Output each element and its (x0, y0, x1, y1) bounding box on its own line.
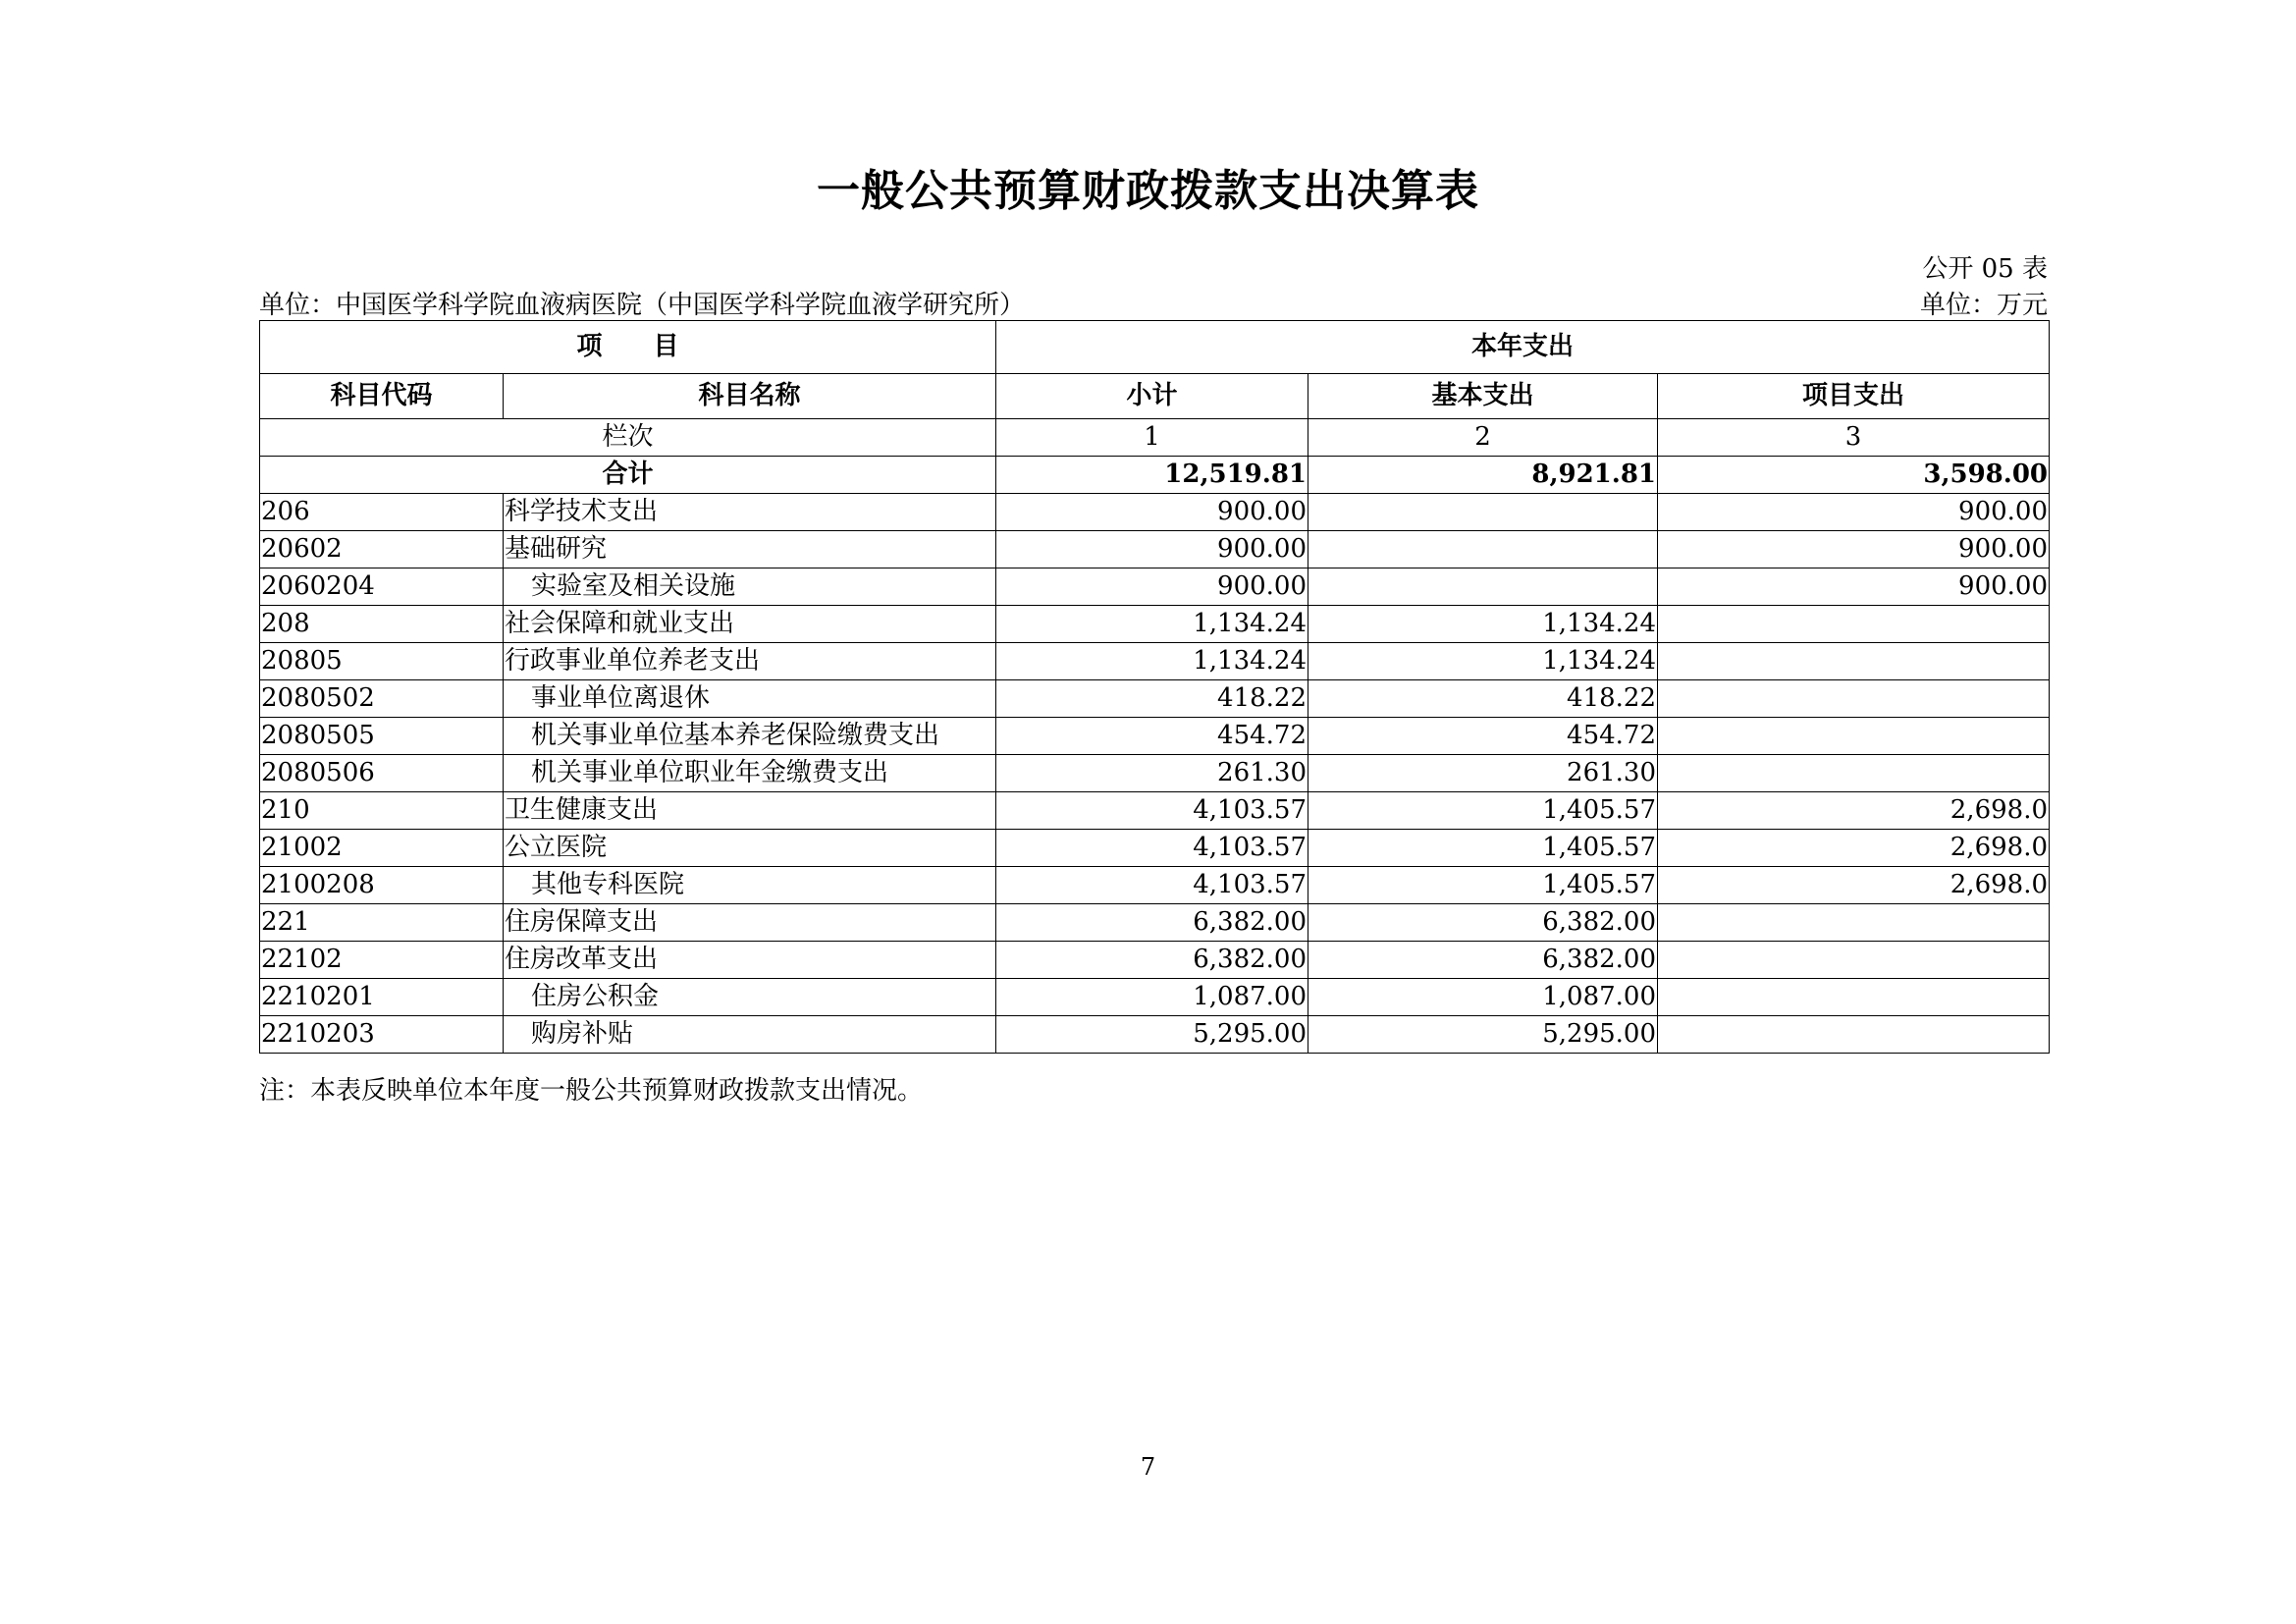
header-project-expense: 项目支出 (1658, 374, 2050, 419)
table-row (260, 680, 2050, 718)
row-project (1658, 1016, 2050, 1054)
column-order-label: 栏次 (260, 419, 996, 457)
row-code: 210 (260, 792, 504, 830)
row-basic: 1,087.00 (1308, 979, 1658, 1016)
row-name: 行政事业单位养老支出 (504, 643, 996, 680)
header-project: 项 目 (260, 321, 996, 374)
row-project (1658, 643, 2050, 680)
table-row (260, 942, 2050, 979)
currency-unit: 单位：万元 (1919, 291, 2048, 320)
row-name: 住房公积金 (504, 979, 996, 1016)
row-subtotal: 1,134.24 (996, 606, 1308, 643)
row-basic: 1,134.24 (1308, 643, 1658, 680)
header-basic: 基本支出 (1308, 374, 1658, 419)
row-name: 实验室及相关设施 (504, 568, 996, 606)
header-row-1 (260, 321, 2050, 374)
row-subtotal: 6,382.00 (996, 904, 1308, 942)
row-name: 卫生健康支出 (504, 792, 996, 830)
row-code: 21002 (260, 830, 504, 867)
page-number: 7 (1140, 1453, 1156, 1481)
row-basic: 454.72 (1308, 718, 1658, 755)
row-subtotal: 1,134.24 (996, 643, 1308, 680)
row-name: 住房改革支出 (504, 942, 996, 979)
row-subtotal: 900.00 (996, 531, 1308, 568)
row-code: 20805 (260, 643, 504, 680)
row-code: 2210201 (260, 979, 504, 1016)
table-row (260, 979, 2050, 1016)
row-subtotal: 5,295.00 (996, 1016, 1308, 1054)
row-project (1658, 606, 2050, 643)
row-subtotal: 4,103.57 (996, 830, 1308, 867)
table-row (260, 755, 2050, 792)
row-basic: 1,134.24 (1308, 606, 1658, 643)
row-basic: 5,295.00 (1308, 1016, 1658, 1054)
row-code: 2080505 (260, 718, 504, 755)
row-project (1658, 904, 2050, 942)
row-basic (1308, 568, 1658, 606)
row-project (1658, 680, 2050, 718)
meta-row (259, 285, 2048, 318)
header-name: 科目名称 (504, 374, 996, 419)
row-name: 其他专科医院 (504, 867, 996, 904)
row-name: 事业单位离退休 (504, 680, 996, 718)
table-row (260, 494, 2050, 531)
row-name: 公立医院 (504, 830, 996, 867)
table-row (260, 606, 2050, 643)
row-name: 机关事业单位职业年金缴费支出 (504, 755, 996, 792)
row-subtotal: 4,103.57 (996, 792, 1308, 830)
row-basic (1308, 531, 1658, 568)
total-basic: 8,921.81 (1308, 457, 1658, 494)
row-code: 22102 (260, 942, 504, 979)
row-subtotal: 1,087.00 (996, 979, 1308, 1016)
row-project: 2,698.0 (1658, 792, 2050, 830)
header-subtotal: 小计 (996, 374, 1308, 419)
row-code: 208 (260, 606, 504, 643)
reporting-unit: 单位：中国医学科学院血液病医院（中国医学科学院血液学研究所） (259, 291, 1026, 320)
table-note: 注：本表反映单位本年度一般公共预算财政拨款支出情况。 (259, 1076, 924, 1106)
table-row (260, 830, 2050, 867)
column-order-row (260, 419, 2050, 457)
table-row (260, 867, 2050, 904)
row-code: 2060204 (260, 568, 504, 606)
form-number: 公开 05 表 (1922, 254, 2048, 284)
column-order-2: 2 (1308, 419, 1658, 457)
row-code: 20602 (260, 531, 504, 568)
table-row (260, 904, 2050, 942)
row-subtotal: 454.72 (996, 718, 1308, 755)
row-name: 购房补贴 (504, 1016, 996, 1054)
row-subtotal: 900.00 (996, 494, 1308, 531)
page-title: 一般公共预算财政拨款支出决算表 (817, 166, 1479, 216)
row-name: 机关事业单位基本养老保险缴费支出 (504, 718, 996, 755)
row-subtotal: 900.00 (996, 568, 1308, 606)
row-project: 900.00 (1658, 568, 2050, 606)
total-row (260, 457, 2050, 494)
total-subtotal: 12,519.81 (996, 457, 1308, 494)
row-subtotal: 261.30 (996, 755, 1308, 792)
row-project: 2,698.0 (1658, 867, 2050, 904)
row-code: 221 (260, 904, 504, 942)
row-name: 住房保障支出 (504, 904, 996, 942)
row-code: 2080506 (260, 755, 504, 792)
row-basic: 1,405.57 (1308, 867, 1658, 904)
row-project: 900.00 (1658, 494, 2050, 531)
column-order-1: 1 (996, 419, 1308, 457)
header-row-2 (260, 374, 2050, 419)
row-code: 2210203 (260, 1016, 504, 1054)
row-subtotal: 4,103.57 (996, 867, 1308, 904)
row-code: 206 (260, 494, 504, 531)
table-row (260, 1016, 2050, 1054)
row-name: 社会保障和就业支出 (504, 606, 996, 643)
table-row (260, 718, 2050, 755)
row-code: 2100208 (260, 867, 504, 904)
expenditure-table (259, 320, 2050, 1054)
row-subtotal: 418.22 (996, 680, 1308, 718)
row-name: 基础研究 (504, 531, 996, 568)
row-project: 900.00 (1658, 531, 2050, 568)
row-basic: 418.22 (1308, 680, 1658, 718)
row-project: 2,698.0 (1658, 830, 2050, 867)
row-basic (1308, 494, 1658, 531)
table-row (260, 792, 2050, 830)
row-project (1658, 755, 2050, 792)
row-basic: 1,405.57 (1308, 792, 1658, 830)
total-project: 3,598.00 (1658, 457, 2050, 494)
row-basic: 261.30 (1308, 755, 1658, 792)
row-basic: 1,405.57 (1308, 830, 1658, 867)
header-code: 科目代码 (260, 374, 504, 419)
table-row (260, 568, 2050, 606)
row-basic: 6,382.00 (1308, 904, 1658, 942)
total-label: 合计 (260, 457, 996, 494)
row-name: 科学技术支出 (504, 494, 996, 531)
row-basic: 6,382.00 (1308, 942, 1658, 979)
row-subtotal: 6,382.00 (996, 942, 1308, 979)
header-current-year: 本年支出 (996, 321, 2050, 374)
row-project (1658, 979, 2050, 1016)
table-row (260, 531, 2050, 568)
row-project (1658, 942, 2050, 979)
column-order-3: 3 (1658, 419, 2050, 457)
row-project (1658, 718, 2050, 755)
row-code: 2080502 (260, 680, 504, 718)
table-row (260, 643, 2050, 680)
